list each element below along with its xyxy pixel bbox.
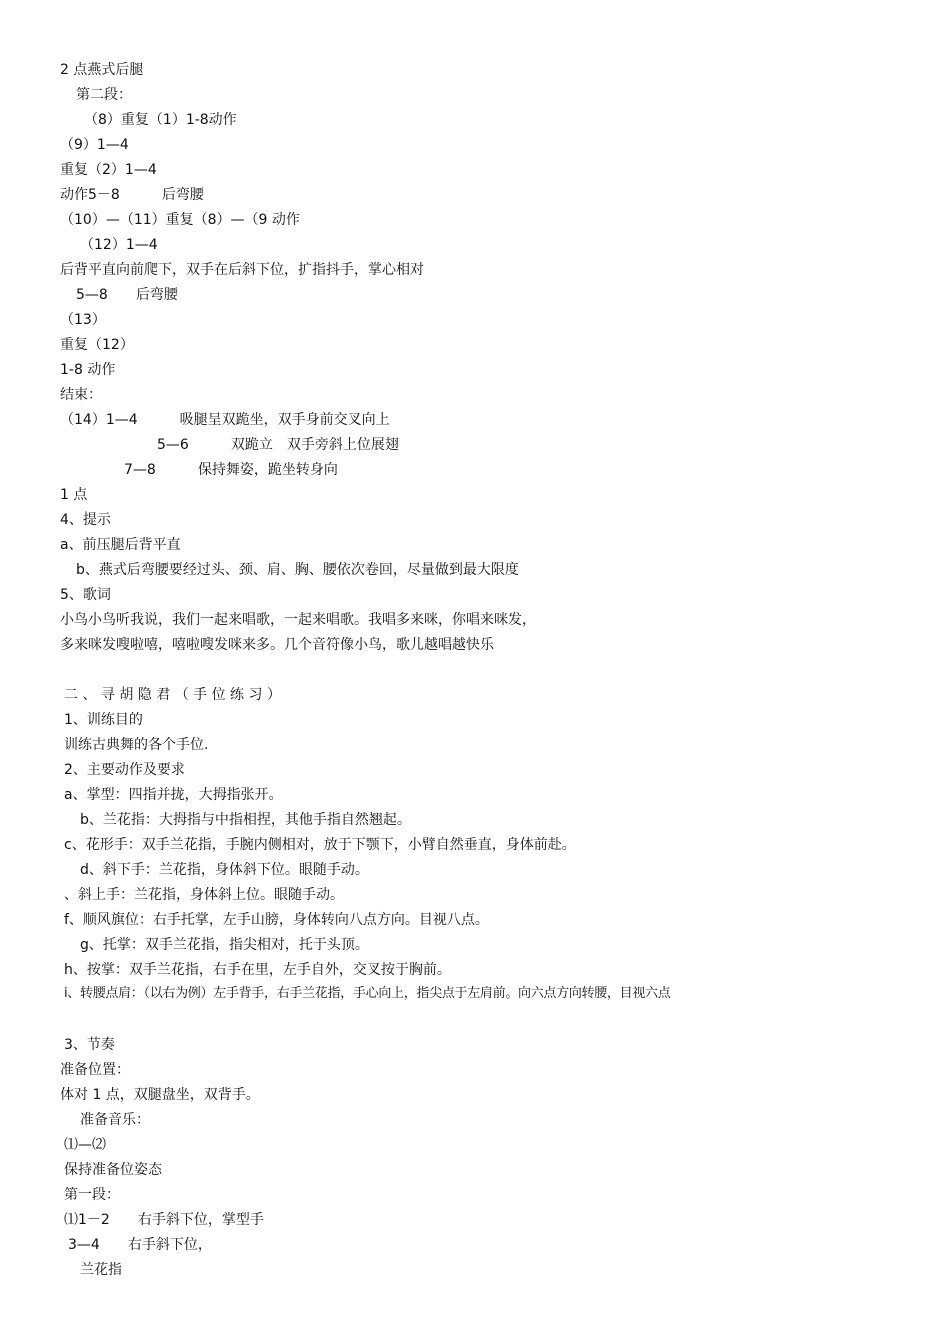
text-line: 4、提示: [60, 512, 111, 528]
text-line: 、斜上手：兰花指，身体斜上位。眼随手动。: [64, 887, 344, 903]
text-line: g、托掌：双手兰花指，指尖相对，托于头顶。: [80, 937, 369, 953]
text-line: d、斜下手：兰花指，身体斜下位。眼随手动。: [80, 862, 369, 878]
text-line: （9）1—4: [60, 137, 129, 153]
text-line: 多来咪发嗖啦嘻，嘻啦嗖发咪来多。几个音符像小鸟，歌儿越唱越快乐: [60, 637, 494, 653]
text-line: 1、训练目的: [64, 712, 143, 728]
text-line: （8）重复（1）1-8动作: [84, 112, 237, 128]
text-line: h、按掌：双手兰花指，右手在里，左手自外，交叉按于胸前。: [64, 962, 451, 978]
text-line: （12）1—4: [80, 237, 158, 253]
text-line: 2 点燕式后腿: [60, 62, 144, 78]
text-line: 后背平直向前爬下，双手在后斜下位，扩指抖手，掌心相对: [60, 262, 424, 278]
text-line: 重复（2）1—4: [60, 162, 157, 178]
text-line: 小鸟小鸟听我说，我们一起来唱歌，一起来唱歌。我唱多来咪，你唱来咪发，: [60, 612, 536, 628]
text-line: 3—4 右手斜下位，: [68, 1237, 212, 1253]
text-line: 1-8 动作: [60, 362, 116, 378]
text-line: i、转腰点肩：（以右为例）左手背手，右手兰花指，手心向上，指尖点于左肩前。向六点方向转腰，目视六点: [64, 986, 671, 1001]
text-line: a、前压腿后背平直: [60, 537, 181, 553]
text-line: 结束：: [60, 387, 102, 403]
text-line: f、顺风旗位：右手托掌，左手山膀，身体转向八点方向。目视八点。: [64, 912, 489, 928]
text-line: （10）—（11）重复（8）—（9 动作: [60, 212, 300, 228]
text-line: 准备位置：: [60, 1062, 130, 1078]
text-line: 7—8 保持舞姿，跪坐转身向: [124, 462, 338, 478]
text-line: 动作5－8 后弯腰: [60, 187, 204, 203]
text-line: b、兰花指：大拇指与中指相捏，其他手指自然翘起。: [80, 812, 411, 828]
text-line: 保持准备位姿态: [64, 1162, 162, 1178]
text-line: 5—8 后弯腰: [76, 287, 178, 303]
text-line: ⑴1－2 右手斜下位，掌型手: [64, 1212, 264, 1228]
text-line: 5、歌词: [60, 587, 111, 603]
text-line: 重复（12）: [60, 337, 134, 353]
text-line: 体对 1 点，双腿盘坐，双背手。: [60, 1087, 260, 1103]
text-line: 第一段：: [64, 1187, 120, 1203]
text-line: 准备音乐：: [80, 1112, 150, 1128]
text-line: 第二段：: [76, 87, 132, 103]
text-line: c、花形手：双手兰花指，手腕内侧相对，放于下颚下，小臂自然垂直，身体前赴。: [64, 837, 576, 853]
text-line: （14）1—4 吸腿呈双跪坐，双手身前交叉向上: [60, 412, 390, 428]
text-line: b、燕式后弯腰要经过头、颈、肩、胸、腰依次卷回，尽量做到最大限度: [76, 562, 519, 578]
text-line: a、掌型：四指并拢，大拇指张开。: [64, 787, 283, 803]
text-line: 5—6 双跪立 双手旁斜上位展翅: [157, 437, 399, 453]
text-line: ⑴—⑵: [64, 1137, 106, 1153]
text-line: 2、主要动作及要求: [64, 762, 185, 778]
text-line: 3、节奏: [64, 1037, 115, 1053]
text-line: 1 点: [60, 487, 88, 503]
text-line: 训练古典舞的各个手位.: [64, 737, 209, 753]
section-heading: 二 、 寻 胡 隐 君 （ 手 位 练 习 ）: [64, 687, 281, 703]
text-line: （13）: [60, 312, 106, 328]
text-line: 兰花指: [80, 1262, 122, 1278]
